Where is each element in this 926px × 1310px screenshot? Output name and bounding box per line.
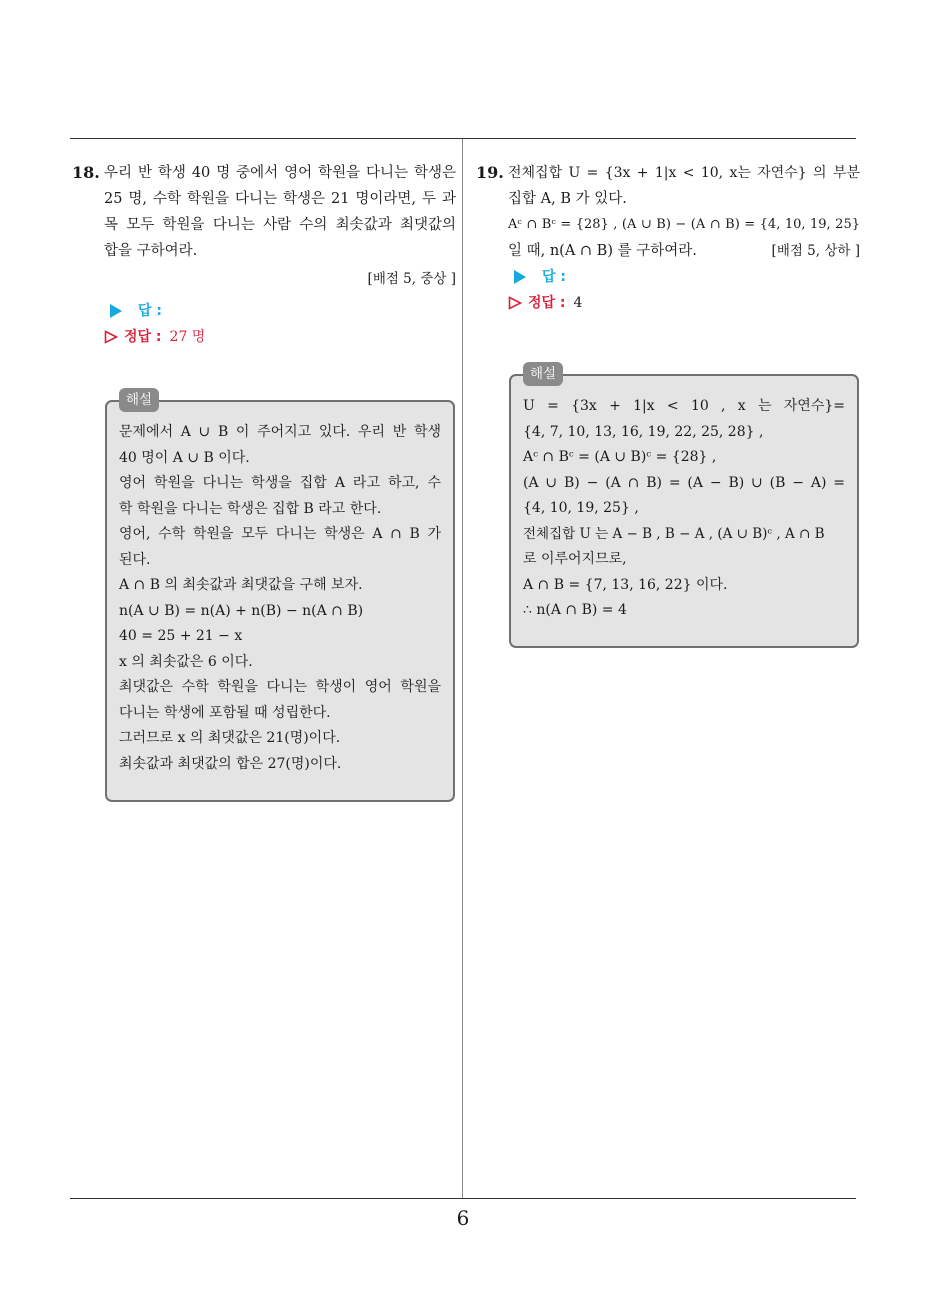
score-label: [배점 5, 상하 ] <box>771 243 860 259</box>
solution-line: A ∩ B = {7, 13, 16, 22} 이다. <box>523 576 728 593</box>
answer-row <box>508 264 860 290</box>
correct-answer-value: 4 <box>573 295 583 311</box>
solution-line: 학 학원을 다니는 학생은 집합 B 라고 한다. <box>119 500 382 517</box>
problem-line-with-score <box>508 238 860 264</box>
top-rule <box>70 138 856 139</box>
correct-answer-row <box>508 290 860 316</box>
correct-answer-label: 정답 : <box>528 295 566 311</box>
solution-line: n(A ∪ B) = n(A) + n(B) − n(A ∩ B) <box>119 602 364 619</box>
outline-triangle-icon <box>508 296 522 310</box>
score-label: [배점 5, 중상 ] <box>367 271 456 287</box>
problem-line: Aᶜ ∩ Bᶜ = {28} , (A ∪ B) − (A ∩ B) = {4, 10, 19, 25} <box>508 217 860 232</box>
bottom-rule <box>70 1198 856 1199</box>
problem-19 <box>476 160 860 316</box>
problem-line: 집합 A, B 가 있다. <box>508 191 627 207</box>
problem-18 <box>72 160 456 350</box>
solution-text <box>107 402 453 777</box>
solution-box-18 <box>105 392 455 802</box>
solution-line: 다니는 학생에 포함될 때 성립한다. <box>119 704 331 721</box>
problem-text <box>508 160 860 316</box>
solution-line: 전체집합 U 는 A − B , B − A , (A ∪ B)ᶜ , A ∩ B <box>523 525 825 542</box>
problem-line: 목 모두 학원을 다니는 사람 수의 최솟값과 최댓값의 <box>104 217 456 233</box>
solution-line: 40 = 25 + 21 − x <box>119 628 243 644</box>
solution-tag: 해설 <box>523 362 563 386</box>
solution-box-19 <box>509 366 859 648</box>
problem-line: 우리 반 학생 40 명 중에서 영어 학원을 다니는 학생은 <box>104 165 456 181</box>
correct-answer-label: 정답 : <box>124 329 162 345</box>
solution-line: A ∩ B 의 최솟값과 최댓값을 구해 보자. <box>119 577 363 593</box>
solution-line: 문제에서 A ∪ B 이 주어지고 있다. 우리 반 학생 <box>119 424 441 440</box>
correct-answer-value: 27 명 <box>169 329 206 345</box>
page-number: 6 <box>456 1206 470 1230</box>
correct-answer-row <box>104 324 456 350</box>
solution-tag: 해설 <box>119 388 159 412</box>
answer-label: 답 : <box>138 303 162 319</box>
problem-line: 일 때, n(A ∩ B) 를 구하여라. <box>508 243 697 259</box>
solution-text <box>511 376 857 624</box>
problem-text <box>104 160 456 350</box>
solution-line: 최댓값은 수학 학원을 다니는 학생이 영어 학원을 <box>119 679 441 695</box>
solution-line: Aᶜ ∩ Bᶜ = (A ∪ B)ᶜ = {28} , <box>523 449 717 465</box>
solution-line: (A ∪ B) − (A ∩ B) = (A − B) ∪ (B − A) = <box>523 474 845 491</box>
problem-number: 18. <box>72 163 100 182</box>
solution-line: 된다. <box>119 551 151 568</box>
problem-line: 전체집합 U = {3x + 1|x < 10, x는 자연수} 의 부분 <box>508 165 860 181</box>
solution-line: U = {3x + 1|x < 10 , x 는 자연수}= <box>523 398 845 414</box>
answer-row <box>104 298 456 324</box>
column-divider <box>462 139 463 1199</box>
solution-line: 영어 학원을 다니는 학생을 집합 A 라고 하고, 수 <box>119 475 441 491</box>
solution-line: 최솟값과 최댓값의 합은 27(명)이다. <box>119 755 342 772</box>
problem-line: 합을 구하여라. <box>104 243 198 259</box>
solution-line: 40 명이 A ∪ B 이다. <box>119 449 250 466</box>
solution-line: 로 이루어지므로, <box>523 551 627 567</box>
outline-triangle-icon <box>104 330 118 344</box>
problem-number: 19. <box>476 163 504 182</box>
answer-label: 답 : <box>542 269 566 285</box>
solution-line: {4, 7, 10, 13, 16, 19, 22, 25, 28} , <box>523 423 764 440</box>
solution-line: ∴ n(A ∩ B) = 4 <box>523 602 627 618</box>
solution-line: 영어, 수학 학원을 모두 다니는 학생은 A ∩ B 가 <box>119 526 441 542</box>
solution-line: {4, 10, 19, 25} , <box>523 500 639 516</box>
problem-line: 25 명, 수학 학원을 다니는 학생은 21 명이라면, 두 과 <box>104 191 456 207</box>
play-triangle-icon <box>110 304 122 318</box>
solution-line: 그러므로 x 의 최댓값은 21(명)이다. <box>119 730 341 746</box>
play-triangle-icon <box>514 270 526 284</box>
solution-line: x 의 최솟값은 6 이다. <box>119 653 253 670</box>
